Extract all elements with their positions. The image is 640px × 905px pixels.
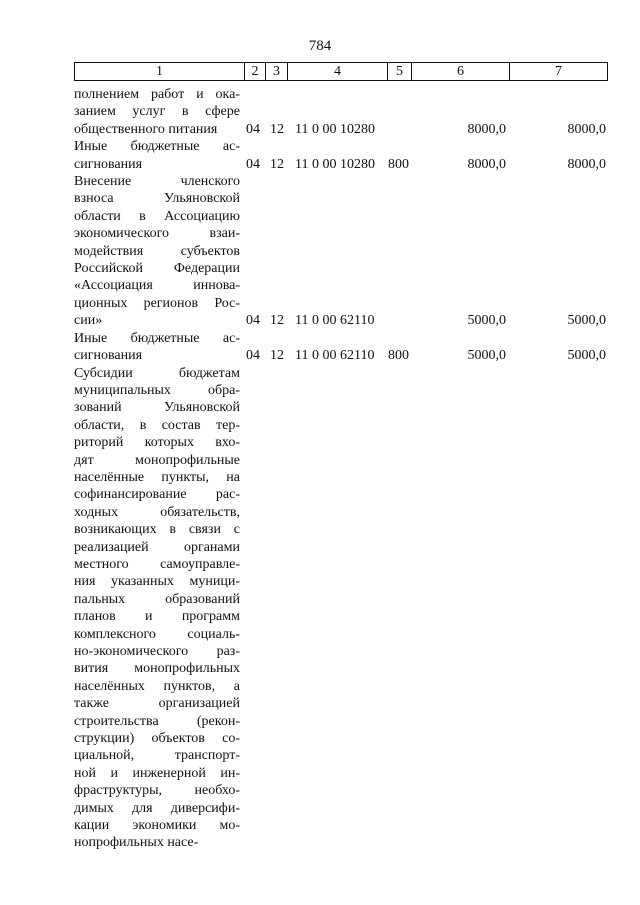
description-line: муниципальных обра- — [74, 382, 240, 398]
description-line: Иные бюджетные ас- — [74, 139, 240, 155]
target-article-code: 11 0 00 10280 — [295, 156, 375, 172]
amount-year-2: 8000,0 — [567, 156, 606, 172]
description-line: Российской Федерации — [74, 261, 240, 277]
section-code: 04 — [246, 313, 260, 329]
description-line: Иные бюджетные ас- — [74, 330, 240, 346]
table-row — [74, 365, 610, 852]
column-header-2: 2 — [245, 63, 266, 81]
description-line: ходных обязательств, — [74, 504, 240, 520]
description-line: местного самоуправле- — [74, 556, 240, 572]
subsection-code: 12 — [270, 121, 284, 137]
description-line: Субсидии бюджетам — [74, 365, 240, 381]
description-line: ной и инженерной ин- — [74, 765, 240, 781]
target-article-code: 11 0 00 62110 — [295, 313, 375, 329]
target-article-code: 11 0 00 62110 — [295, 348, 375, 364]
description-line: строительства (рекон- — [74, 713, 240, 729]
amount-year-1: 5000,0 — [467, 313, 506, 329]
description-line: взноса Ульяновской — [74, 191, 240, 207]
description-line: полнением работ и ока- — [74, 87, 240, 102]
description-line: пальных образований — [74, 591, 240, 607]
description-line: населённые пункты, на — [74, 469, 240, 485]
description-line: области, в состав тер- — [74, 417, 240, 433]
description-line: фраструктуры, необхо- — [74, 783, 240, 799]
column-header-row — [75, 63, 608, 81]
description-line: экономического взаи- — [74, 226, 240, 242]
amount-year-1: 5000,0 — [467, 348, 506, 364]
column-header-5: 5 — [388, 63, 412, 81]
description-line: зований Ульяновской — [74, 400, 240, 416]
description-line: занием услуг в сфере — [74, 104, 240, 120]
subsection-code: 12 — [270, 348, 284, 364]
description-line: планов и программ — [74, 609, 240, 625]
description-line: струкции) объектов со- — [74, 731, 240, 747]
description-line: общественного питания — [74, 121, 218, 137]
description-line: дят монопрофильные — [74, 452, 240, 468]
description-line: но-экономического раз- — [74, 644, 240, 659]
description-line: реализацией органами — [74, 539, 240, 555]
description-line: модействия субъектов — [74, 243, 240, 259]
description-line: софинансирование рас- — [74, 487, 240, 503]
column-header-3: 3 — [266, 63, 288, 81]
table-row — [74, 138, 610, 173]
table-row — [74, 330, 610, 365]
description-line: также организацией — [74, 696, 240, 712]
amount-year-1: 8000,0 — [467, 121, 506, 137]
row-values — [74, 347, 610, 364]
amount-year-2: 8000,0 — [567, 121, 606, 137]
description-line: нопрофильных насе- — [74, 835, 199, 851]
section-code: 04 — [246, 348, 260, 364]
page-number: 784 — [308, 38, 332, 54]
description-line: сигнования — [74, 348, 143, 364]
description-line: сии» — [74, 313, 103, 329]
description-line: вития монопрофильных — [74, 661, 240, 677]
row-description — [74, 365, 240, 852]
column-header-1: 1 — [75, 63, 245, 81]
column-header-7: 7 — [510, 63, 608, 81]
row-values — [74, 834, 610, 851]
column-header-table — [74, 62, 608, 81]
amount-year-2: 5000,0 — [567, 348, 606, 364]
table-row — [74, 173, 610, 330]
subsection-code: 12 — [270, 156, 284, 172]
description-line: циальной, транспорт- — [74, 748, 240, 764]
row-values — [74, 312, 610, 329]
description-line: «Ассоциация иннова- — [74, 278, 240, 294]
description-line: Внесение членского — [74, 174, 240, 190]
description-line: комплексного социаль- — [74, 626, 240, 642]
description-line: ния указанных муници- — [74, 574, 240, 590]
column-header-6: 6 — [412, 63, 510, 81]
section-code: 04 — [246, 121, 260, 137]
description-line: кации экономики мо- — [74, 818, 240, 834]
amount-year-1: 8000,0 — [467, 156, 506, 172]
expense-type-code: 800 — [388, 348, 409, 364]
description-line: ционных регионов Рос- — [74, 295, 240, 311]
table-body — [74, 86, 610, 852]
expense-type-code: 800 — [388, 156, 409, 172]
subsection-code: 12 — [270, 313, 284, 329]
row-description — [74, 173, 240, 330]
description-line: сигнования — [74, 156, 143, 172]
column-header-4: 4 — [288, 63, 388, 81]
description-line: димых для диверсифи- — [74, 800, 240, 816]
description-line: области в Ассоциацию — [74, 208, 240, 224]
row-values — [74, 121, 610, 138]
table-row — [74, 86, 610, 138]
description-line: возникающих в связи с — [74, 522, 240, 538]
row-values — [74, 156, 610, 173]
target-article-code: 11 0 00 10280 — [295, 121, 375, 137]
section-code: 04 — [246, 156, 260, 172]
description-line: риторий которых вхо- — [74, 435, 240, 451]
amount-year-2: 5000,0 — [567, 313, 606, 329]
description-line: населённых пунктов, а — [74, 678, 240, 694]
